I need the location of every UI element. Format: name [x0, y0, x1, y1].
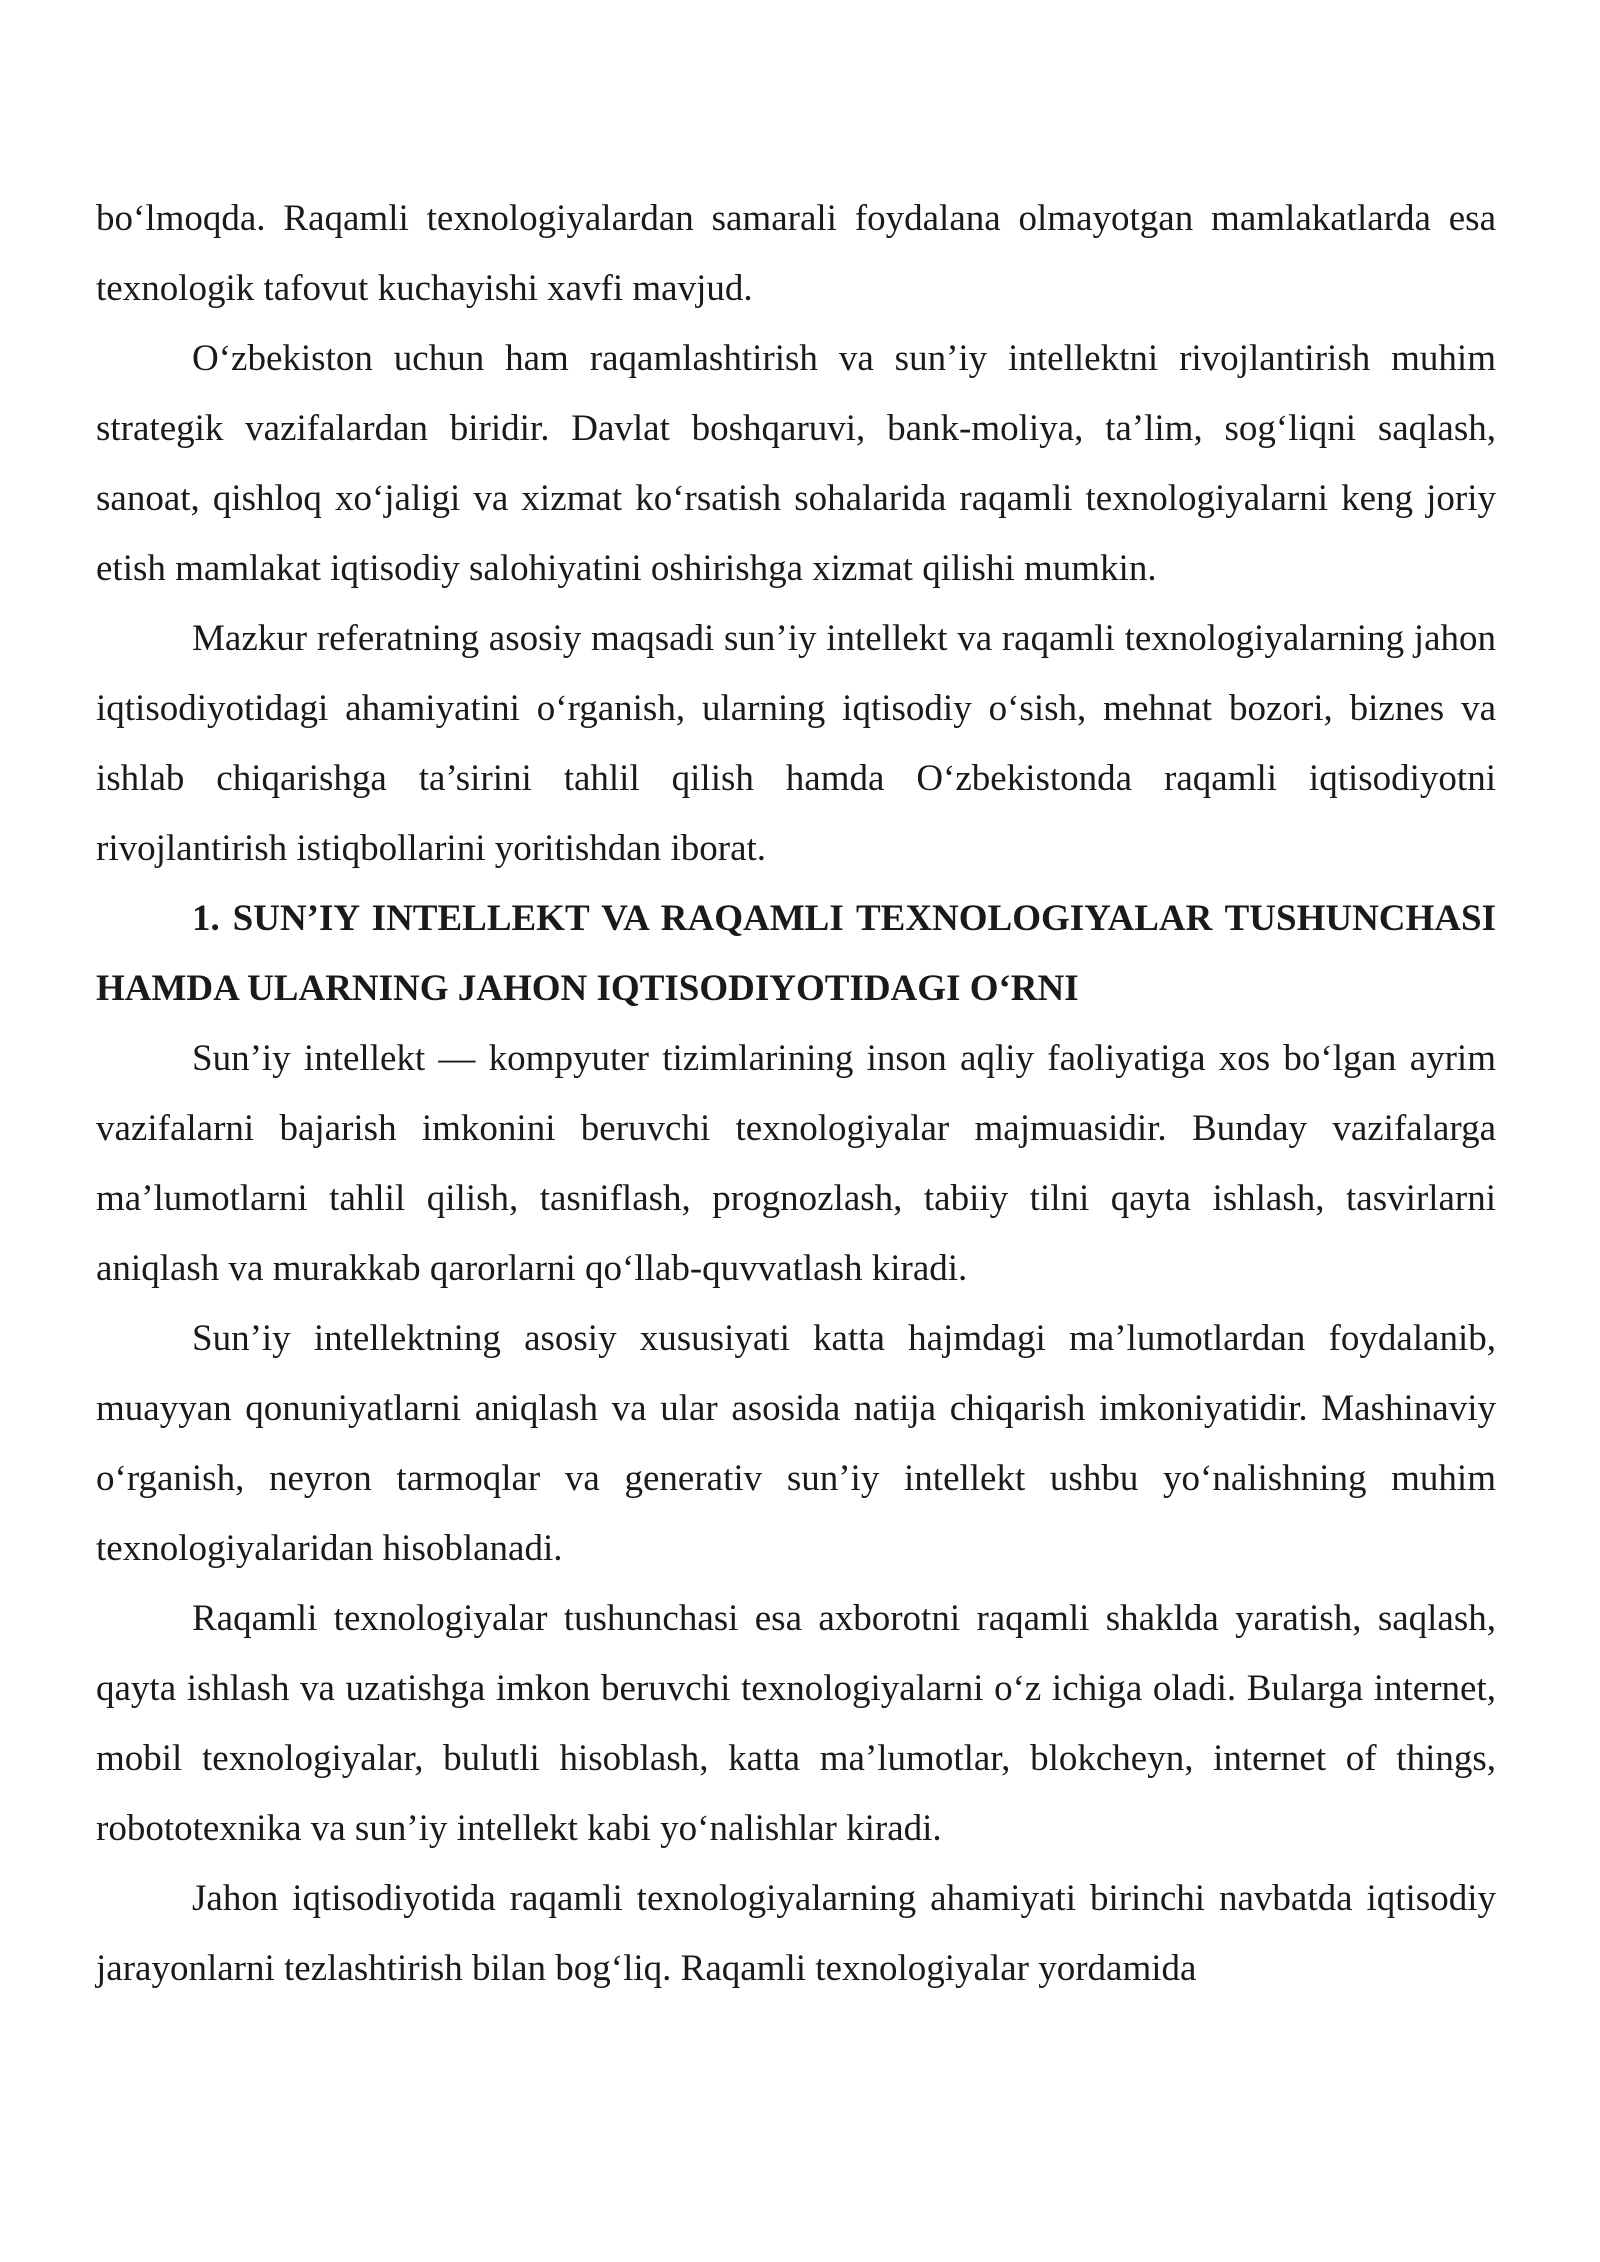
paragraph-referat-goal: Mazkur referatning asosiy maqsadi sun’iy intellekt va raqamli texnologiyalarning jahon iqtisodiyotidagi ahamiyatini o‘rganish, ularning iqtisodiy o‘sish, mehnat bozori, biznes va ishlab chiqarishga ta’sirini tahlil qilish hamda O‘zbekistonda raqamli iqtisodiyotni rivojlantirish istiqbollarini yoritishdan iborat. [96, 618, 1496, 869]
paragraph-continuation: bo‘lmoqda. Raqamli texnologiyalardan samarali foydalana olmayotgan mamlakatlarda esa texnologik tafovut kuchayishi xavfi mavjud. [96, 198, 1496, 309]
paragraph-ai-definition: Sun’iy intellekt — kompyuter tizimlarining inson aqliy faoliyatiga xos bo‘lgan ayrim vazifalarni bajarish imkonini beruvchi texnologiyalar majmuasidir. Bunday vazifalarga ma’lumotlarni tahlil qilish, tasniflash, prognozlash, tabiiy tilni qayta ishlash, tasvirlarni aniqlash va murakkab qarorlarni qo‘llab-quvvatlash kiradi. [96, 1038, 1496, 1289]
paragraph-ai-features: Sun’iy intellektning asosiy xususiyati katta hajmdagi ma’lumotlardan foydalanib, muayyan qonuniyatlarni aniqlash va ular asosida natija chiqarish imkoniyatidir. Mashinaviy o‘rganish, neyron tarmoqlar va generativ sun’iy intellekt ushbu yo‘nalishning muhim texnologiyalaridan hisoblanadi. [96, 1318, 1496, 1569]
section-heading: 1. SUN’IY INTELLEKT VA RAQAMLI TEXNOLOGIYALAR TUSHUNCHASI HAMDA ULARNING JAHON IQTISODIYOTIDAGI O‘RNI [96, 898, 1496, 1009]
paragraph-world-economy: Jahon iqtisodiyotida raqamli texnologiyalarning ahamiyati birinchi navbatda iqtisodiy jarayonlarni tezlashtirish bilan bog‘liq. Raqamli texnologiyalar yordamida [96, 1878, 1496, 1989]
document-page [96, 184, 1496, 2004]
paragraph-uzbekistan-strategy: O‘zbekiston uchun ham raqamlashtirish va sun’iy intellektni rivojlantirish muhim strategik vazifalardan biridir. Davlat boshqaruvi, bank-moliya, ta’lim, sog‘liqni saqlash, sanoat, qishloq xo‘jaligi va xizmat ko‘rsatish sohalarida raqamli texnologiyalarni keng joriy etish mamlakat iqtisodiy salohiyatini oshirishga xizmat qilishi mumkin. [96, 338, 1496, 589]
paragraph-digital-tech-definition: Raqamli texnologiyalar tushunchasi esa axborotni raqamli shaklda yaratish, saqlash, qayta ishlash va uzatishga imkon beruvchi texnologiyalarni o‘z ichiga oladi. Bularga internet, mobil texnologiyalar, bulutli hisoblash, katta ma’lumotlar, blokcheyn, internet of things, robototexnika va sun’iy intellekt kabi yo‘nalishlar kiradi. [96, 1598, 1496, 1849]
